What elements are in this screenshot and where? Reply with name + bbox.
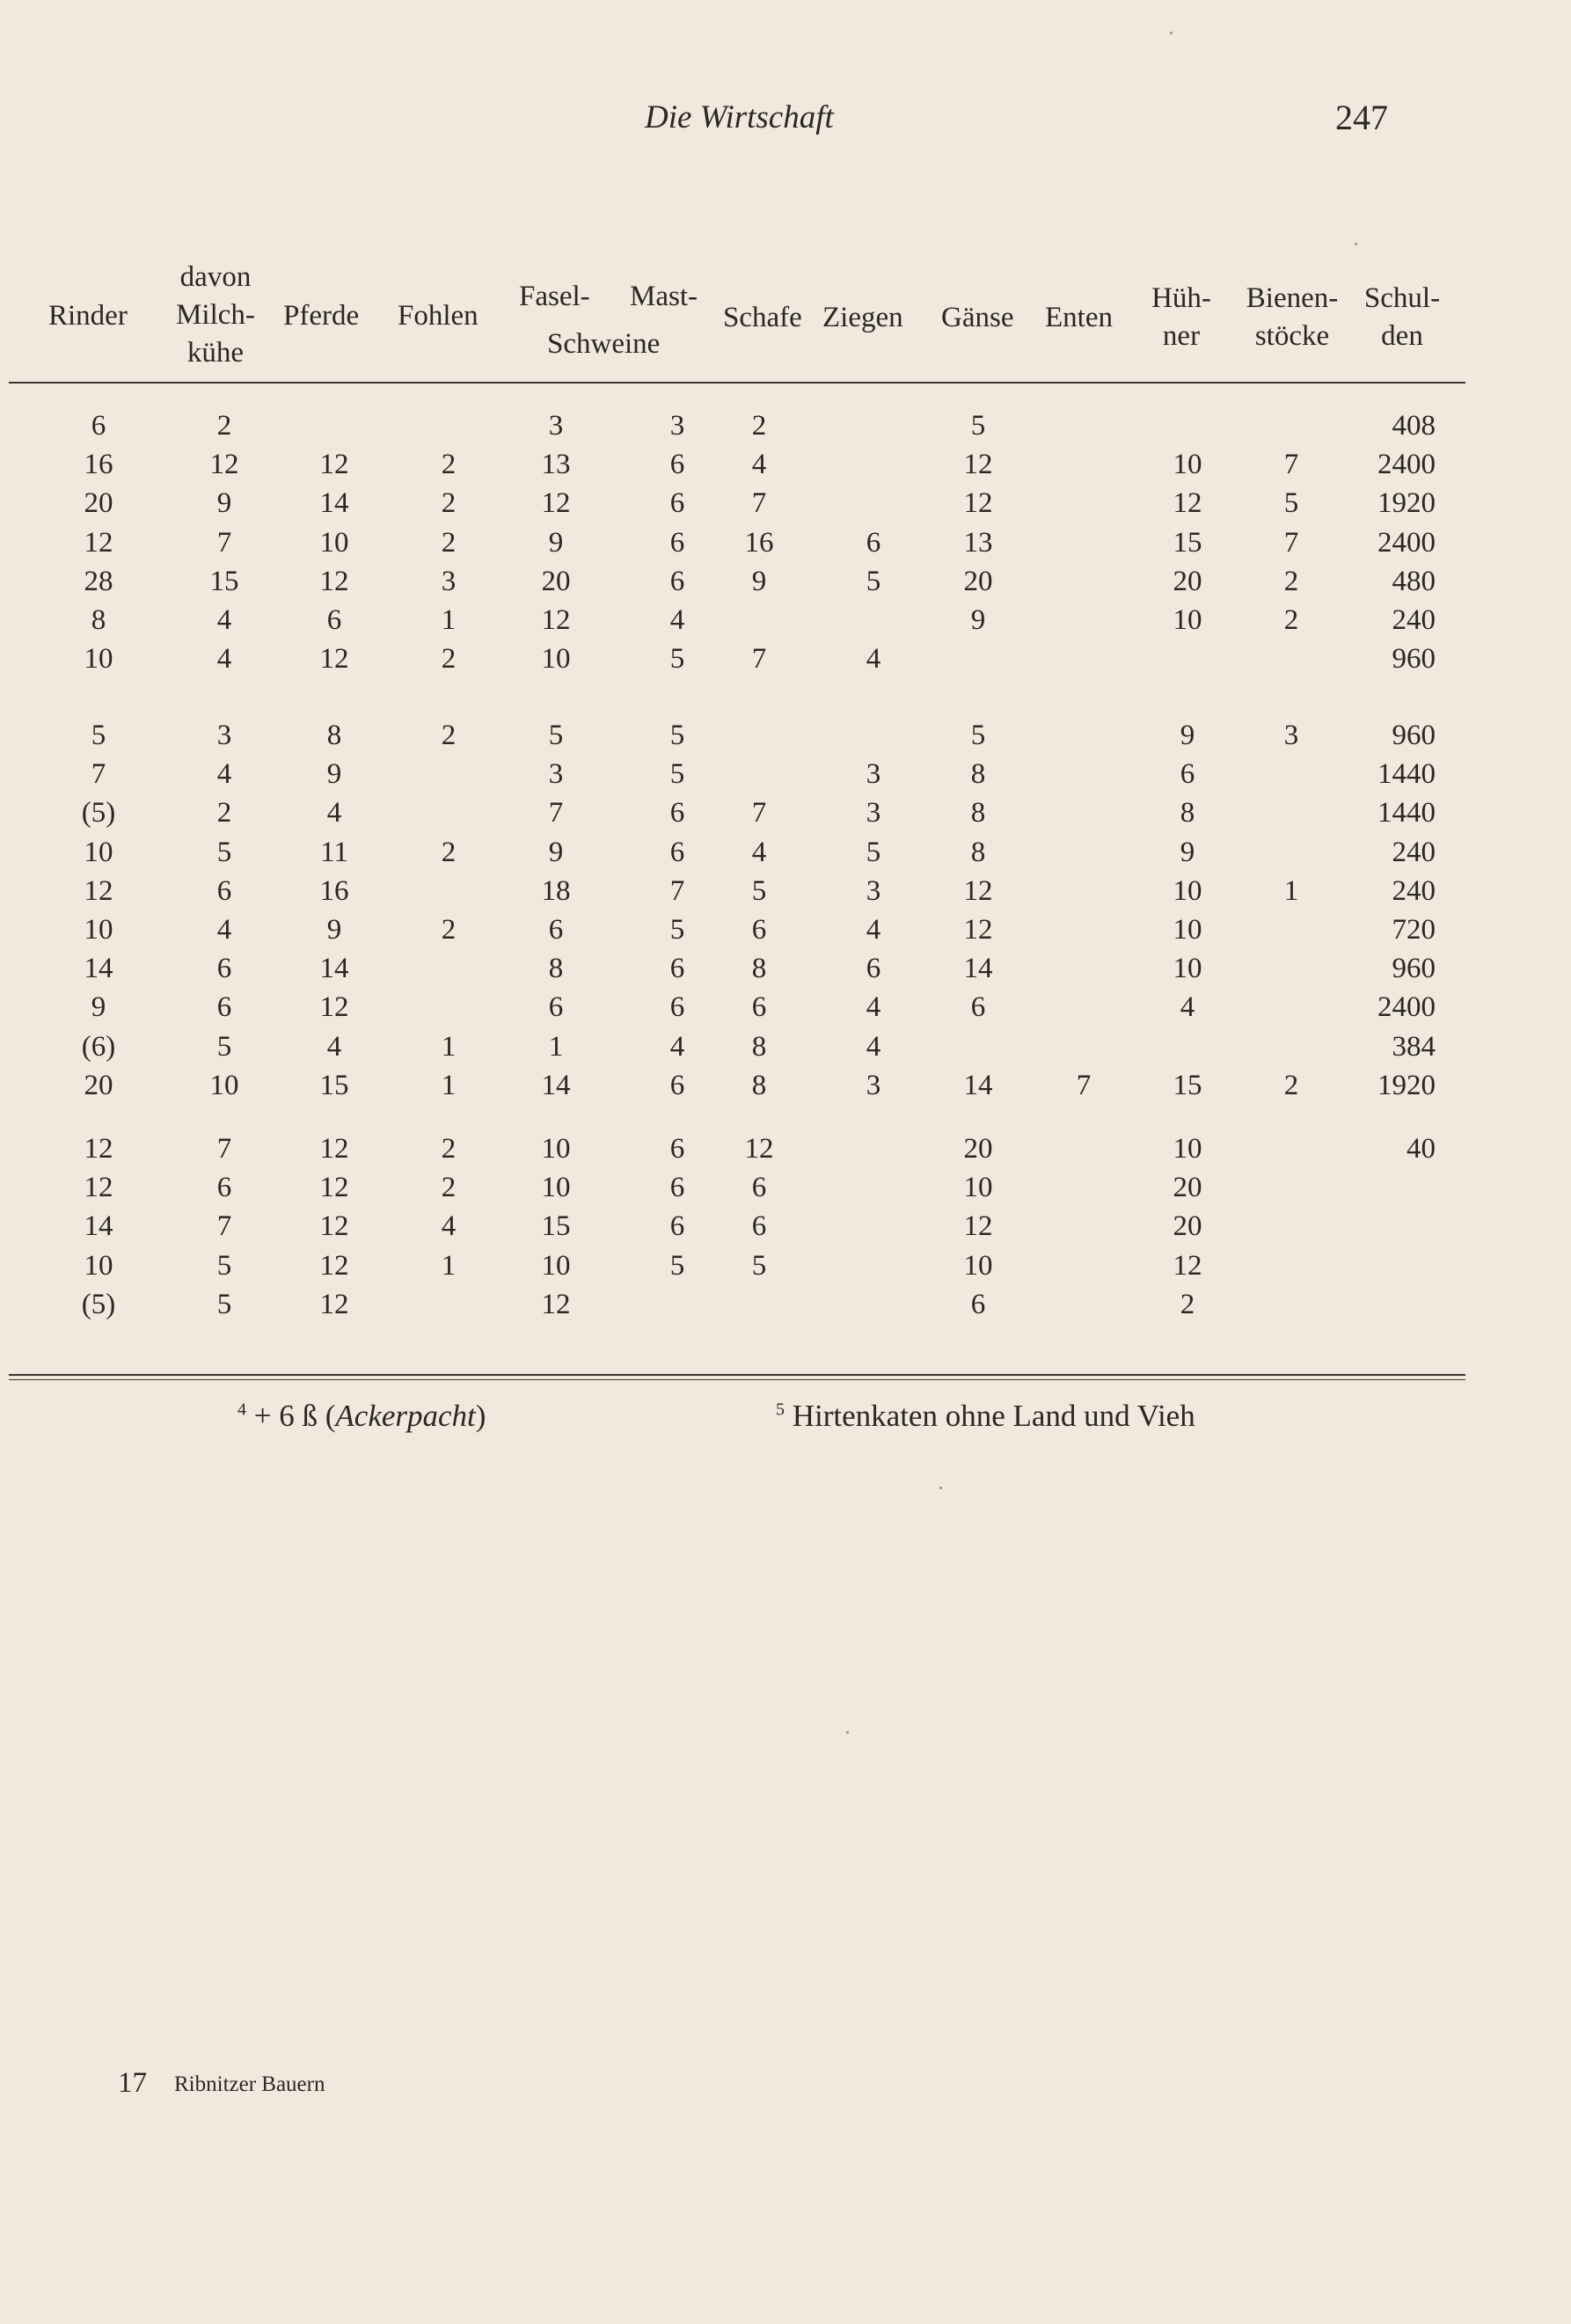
- cell-schafe: 5: [751, 1249, 767, 1282]
- cell-rinder: 12: [84, 1172, 113, 1204]
- cell-schulden: 1920: [1377, 487, 1436, 520]
- cell-bienenstoecke: 1: [1283, 874, 1299, 907]
- cell-ziegen: 4: [866, 1030, 881, 1063]
- cell-schulden: 240: [1392, 836, 1436, 868]
- cell-huehner: 15: [1173, 526, 1202, 559]
- cell-milchkuehe: 7: [216, 526, 232, 559]
- table-row: [0, 716, 1495, 755]
- cell-gaense: 5: [970, 720, 986, 751]
- cell-mastschweine: 6: [669, 449, 685, 481]
- cell-fohlen: 2: [441, 1133, 457, 1165]
- cell-gaense: 12: [963, 914, 993, 946]
- cell-gaense: 6: [970, 1288, 986, 1320]
- col-head-pferde: Pferde: [283, 300, 360, 332]
- table-row: [0, 1027, 1495, 1066]
- cell-milchkuehe: 5: [216, 836, 232, 868]
- cell-fohlen: 2: [441, 836, 457, 868]
- cell-rinder: (5): [81, 797, 116, 829]
- cell-bienenstoecke: 2: [1283, 565, 1299, 597]
- cell-schulden: 40: [1407, 1133, 1436, 1165]
- cell-rinder: 10: [84, 836, 113, 868]
- cell-schulden: 384: [1392, 1030, 1436, 1063]
- cell-milchkuehe: 15: [209, 565, 239, 597]
- cell-faselschweine: 9: [548, 836, 564, 868]
- table-row: [0, 872, 1495, 910]
- cell-fohlen: 2: [441, 914, 457, 946]
- cell-bienenstoecke: 7: [1283, 449, 1299, 481]
- col-head-gaense: Gänse: [941, 302, 1014, 333]
- cell-mastschweine: 4: [669, 1030, 685, 1063]
- table-row: [0, 949, 1495, 988]
- cell-faselschweine: 1: [548, 1030, 564, 1063]
- cell-rinder: 16: [84, 449, 113, 481]
- cell-mastschweine: 6: [669, 526, 685, 559]
- bottom-rule: [9, 1374, 1465, 1380]
- cell-pferde: 12: [319, 643, 349, 676]
- cell-rinder: 10: [84, 914, 113, 946]
- cell-milchkuehe: 6: [216, 991, 232, 1024]
- cell-fohlen: 4: [441, 1210, 457, 1243]
- cell-mastschweine: 5: [669, 1249, 685, 1282]
- table-row: [0, 601, 1495, 639]
- col-head-rinder: Rinder: [48, 300, 128, 332]
- cell-ziegen: 4: [866, 643, 881, 676]
- cell-bienenstoecke: 5: [1283, 487, 1299, 520]
- cell-huehner: 15: [1173, 1069, 1202, 1101]
- col-head-stoecke: stöcke: [1254, 320, 1330, 352]
- cell-faselschweine: 3: [548, 758, 564, 791]
- cell-schafe: 7: [751, 643, 767, 676]
- col-head-ziegen: Ziegen: [822, 302, 903, 333]
- cell-schulden: 960: [1392, 953, 1436, 985]
- col-head-schafe: Schafe: [723, 302, 802, 333]
- cell-rinder: 5: [91, 720, 106, 751]
- cell-huehner: 10: [1173, 914, 1202, 946]
- cell-milchkuehe: 4: [216, 643, 232, 676]
- cell-gaense: 8: [970, 797, 986, 829]
- cell-bienenstoecke: 7: [1283, 526, 1299, 559]
- cell-ziegen: 3: [866, 874, 881, 907]
- cell-rinder: 7: [91, 758, 106, 791]
- cell-schafe: 8: [751, 953, 767, 985]
- cell-gaense: 20: [963, 1133, 993, 1165]
- table-row: [0, 988, 1495, 1027]
- cell-huehner: 10: [1173, 953, 1202, 985]
- col-head-enten: Enten: [1045, 302, 1113, 333]
- cell-faselschweine: 6: [548, 991, 564, 1024]
- col-head-mast: Mast-: [630, 281, 698, 312]
- cell-schafe: 7: [751, 487, 767, 520]
- signature-number: 17: [118, 2067, 147, 2099]
- cell-mastschweine: 5: [669, 643, 685, 676]
- cell-gaense: 12: [963, 487, 993, 520]
- cell-faselschweine: 10: [541, 1172, 571, 1204]
- col-head-schulden: [1358, 280, 1446, 355]
- cell-huehner: 20: [1173, 1172, 1202, 1204]
- cell-pferde: 12: [319, 1210, 349, 1243]
- cell-mastschweine: 6: [669, 1133, 685, 1165]
- cell-milchkuehe: 5: [216, 1249, 232, 1282]
- cell-pferde: 12: [319, 1249, 349, 1282]
- cell-fohlen: 2: [441, 643, 457, 676]
- cell-milchkuehe: 9: [216, 487, 232, 520]
- cell-schulden: 960: [1392, 643, 1436, 676]
- table-row: [0, 1207, 1495, 1246]
- cell-schulden: 240: [1392, 874, 1436, 907]
- cell-pferde: 12: [319, 449, 349, 481]
- cell-gaense: 10: [963, 1172, 993, 1204]
- cell-gaense: 12: [963, 874, 993, 907]
- cell-mastschweine: 6: [669, 1172, 685, 1204]
- cell-rinder: 10: [84, 1249, 113, 1282]
- running-head: [0, 99, 1571, 143]
- cell-milchkuehe: 3: [216, 720, 232, 751]
- cell-pferde: 9: [326, 758, 342, 791]
- cell-rinder: 28: [84, 565, 113, 597]
- cell-pferde: 9: [326, 914, 342, 946]
- cell-schafe: 6: [751, 991, 767, 1024]
- cell-pferde: 15: [319, 1069, 349, 1101]
- col-head-hueh: Hüh-: [1151, 282, 1211, 314]
- cell-bienenstoecke: 3: [1283, 720, 1299, 751]
- table-row: [0, 833, 1495, 872]
- cell-schulden: 240: [1392, 604, 1436, 636]
- cell-ziegen: 5: [866, 836, 881, 868]
- cell-enten: 7: [1076, 1069, 1092, 1101]
- col-head-schul: Schul-: [1363, 282, 1441, 314]
- table-row: [0, 1246, 1495, 1285]
- col-head-kuehe: kühe: [186, 337, 245, 369]
- cell-gaense: 12: [963, 449, 993, 481]
- cell-rinder: (6): [81, 1030, 116, 1063]
- cell-ziegen: 4: [866, 991, 881, 1024]
- cell-pferde: 6: [326, 604, 342, 636]
- cell-huehner: 9: [1180, 836, 1195, 868]
- cell-faselschweine: 3: [548, 410, 564, 442]
- paper-speck: [1355, 243, 1357, 245]
- table-row: [0, 1066, 1495, 1105]
- cell-schulden: 960: [1392, 720, 1436, 751]
- cell-mastschweine: 6: [669, 836, 685, 868]
- cell-schulden: 1440: [1377, 758, 1436, 791]
- cell-schafe: 12: [744, 1133, 774, 1165]
- cell-mastschweine: 6: [669, 953, 685, 985]
- cell-huehner: 20: [1173, 565, 1202, 597]
- cell-rinder: 6: [91, 410, 106, 442]
- cell-fohlen: 1: [441, 1249, 457, 1282]
- cell-schafe: 8: [751, 1030, 767, 1063]
- cell-pferde: 8: [326, 720, 342, 751]
- table-row: [0, 445, 1495, 484]
- cell-milchkuehe: 6: [216, 874, 232, 907]
- cell-rinder: 12: [84, 874, 113, 907]
- cell-fohlen: 2: [441, 1172, 457, 1204]
- cell-faselschweine: 18: [541, 874, 571, 907]
- footnote-5-mark: 5: [776, 1400, 785, 1420]
- cell-rinder: 20: [84, 1069, 113, 1101]
- paper-speck: [1170, 32, 1173, 34]
- cell-milchkuehe: 5: [216, 1030, 232, 1063]
- cell-bienenstoecke: 2: [1283, 604, 1299, 636]
- cell-schafe: 8: [751, 1069, 767, 1101]
- cell-rinder: 8: [91, 604, 106, 636]
- cell-faselschweine: 5: [548, 720, 564, 751]
- cell-milchkuehe: 6: [216, 1172, 232, 1204]
- cell-huehner: 12: [1173, 1249, 1202, 1282]
- table-row: [0, 639, 1495, 678]
- cell-pferde: 16: [319, 874, 349, 907]
- cell-milchkuehe: 4: [216, 758, 232, 791]
- col-head-den: den: [1381, 320, 1423, 352]
- cell-fohlen: 2: [441, 526, 457, 559]
- cell-mastschweine: 5: [669, 720, 685, 751]
- col-head-davon: davon: [179, 261, 252, 293]
- cell-gaense: 14: [963, 953, 993, 985]
- cell-pferde: 12: [319, 991, 349, 1024]
- cell-ziegen: 3: [866, 758, 881, 791]
- cell-fohlen: 1: [441, 604, 457, 636]
- col-head-fasel: Fasel-: [519, 281, 590, 312]
- cell-schafe: 2: [751, 410, 767, 442]
- table-row: [0, 1129, 1495, 1168]
- cell-gaense: 9: [970, 604, 986, 636]
- cell-gaense: 5: [970, 410, 986, 442]
- cell-faselschweine: 13: [541, 449, 571, 481]
- cell-mastschweine: 3: [669, 410, 685, 442]
- cell-faselschweine: 12: [541, 487, 571, 520]
- cell-schulden: 480: [1392, 565, 1436, 597]
- cell-schafe: 6: [751, 1210, 767, 1243]
- cell-huehner: 10: [1173, 449, 1202, 481]
- cell-huehner: 12: [1173, 487, 1202, 520]
- cell-milchkuehe: 5: [216, 1288, 232, 1320]
- col-head-milch: Milch-: [176, 299, 255, 331]
- table-row: [0, 910, 1495, 949]
- cell-fohlen: 1: [441, 1030, 457, 1063]
- running-title: Die Wirtschaft: [645, 99, 834, 135]
- footnote-4-mark: 4: [237, 1400, 246, 1420]
- cell-schulden: 408: [1392, 410, 1436, 442]
- cell-faselschweine: 12: [541, 1288, 571, 1320]
- cell-faselschweine: 10: [541, 643, 571, 676]
- cell-mastschweine: 4: [669, 604, 685, 636]
- table-row: [0, 562, 1495, 601]
- cell-faselschweine: 12: [541, 604, 571, 636]
- cell-faselschweine: 6: [548, 914, 564, 946]
- cell-pferde: 14: [319, 487, 349, 520]
- cell-mastschweine: 6: [669, 797, 685, 829]
- cell-milchkuehe: 2: [216, 410, 232, 442]
- cell-pferde: 14: [319, 953, 349, 985]
- table-row: [0, 523, 1495, 562]
- cell-bienenstoecke: 2: [1283, 1069, 1299, 1101]
- col-head-schweine: Schweine: [547, 328, 661, 360]
- cell-schafe: 7: [751, 797, 767, 829]
- cell-pferde: 10: [319, 526, 349, 559]
- cell-pferde: 12: [319, 1133, 349, 1165]
- cell-pferde: 12: [319, 565, 349, 597]
- cell-pferde: 12: [319, 1172, 349, 1204]
- table-row: [0, 793, 1495, 832]
- table-row: [0, 1285, 1495, 1324]
- cell-mastschweine: 6: [669, 1069, 685, 1101]
- cell-schulden: 720: [1392, 914, 1436, 946]
- cell-huehner: 6: [1180, 758, 1195, 791]
- cell-mastschweine: 6: [669, 991, 685, 1024]
- cell-rinder: 20: [84, 487, 113, 520]
- cell-rinder: 12: [84, 526, 113, 559]
- cell-faselschweine: 10: [541, 1133, 571, 1165]
- cell-schulden: 1440: [1377, 797, 1436, 829]
- cell-pferde: 4: [326, 1030, 342, 1063]
- header-rule: [9, 382, 1465, 384]
- cell-gaense: 14: [963, 1069, 993, 1101]
- cell-ziegen: 6: [866, 526, 881, 559]
- cell-milchkuehe: 6: [216, 953, 232, 985]
- cell-schulden: 2400: [1377, 526, 1436, 559]
- cell-huehner: 9: [1180, 720, 1195, 751]
- cell-gaense: 13: [963, 526, 993, 559]
- cell-schafe: 5: [751, 874, 767, 907]
- cell-rinder: 10: [84, 643, 113, 676]
- cell-gaense: 8: [970, 758, 986, 791]
- col-head-milchkuehe: [167, 259, 264, 372]
- cell-faselschweine: 8: [548, 953, 564, 985]
- footnote-5-text: Hirtenkaten ohne Land und Vieh: [792, 1399, 1195, 1433]
- cell-mastschweine: 7: [669, 874, 685, 907]
- cell-schulden: 2400: [1377, 991, 1436, 1024]
- cell-faselschweine: 15: [541, 1210, 571, 1243]
- table-row: [0, 1168, 1495, 1207]
- cell-gaense: 8: [970, 836, 986, 868]
- cell-ziegen: 5: [866, 565, 881, 597]
- cell-huehner: 10: [1173, 874, 1202, 907]
- cell-fohlen: 2: [441, 449, 457, 481]
- cell-milchkuehe: 7: [216, 1133, 232, 1165]
- cell-mastschweine: 5: [669, 758, 685, 791]
- col-head-fohlen: Fohlen: [398, 300, 479, 332]
- cell-huehner: 10: [1173, 1133, 1202, 1165]
- cell-faselschweine: 7: [548, 797, 564, 829]
- cell-mastschweine: 6: [669, 565, 685, 597]
- col-head-ner: ner: [1162, 320, 1201, 352]
- cell-ziegen: 3: [866, 797, 881, 829]
- cell-ziegen: 4: [866, 914, 881, 946]
- cell-rinder: 14: [84, 953, 113, 985]
- footnote-4-text: + 6 ß (: [253, 1399, 336, 1433]
- cell-faselschweine: 9: [548, 526, 564, 559]
- cell-ziegen: 3: [866, 1069, 881, 1101]
- cell-schulden: 1920: [1377, 1069, 1436, 1101]
- paper-speck: [846, 1731, 849, 1734]
- cell-rinder: 9: [91, 991, 106, 1024]
- cell-schafe: 9: [751, 565, 767, 597]
- cell-schafe: 4: [751, 449, 767, 481]
- cell-milchkuehe: 10: [209, 1069, 239, 1101]
- cell-milchkuehe: 12: [209, 449, 239, 481]
- cell-rinder: 12: [84, 1133, 113, 1165]
- footnote-4: [237, 1399, 486, 1434]
- cell-huehner: 8: [1180, 797, 1195, 829]
- cell-milchkuehe: 2: [216, 797, 232, 829]
- cell-faselschweine: 14: [541, 1069, 571, 1101]
- cell-mastschweine: 6: [669, 1210, 685, 1243]
- cell-pferde: 11: [320, 836, 348, 868]
- cell-fohlen: 2: [441, 720, 457, 751]
- signature-text: Ribnitzer Bauern: [174, 2072, 325, 2096]
- page-number: 247: [1335, 98, 1388, 137]
- cell-milchkuehe: 7: [216, 1210, 232, 1243]
- cell-schafe: 6: [751, 1172, 767, 1204]
- footnote-4-close: ): [475, 1399, 486, 1433]
- cell-fohlen: 1: [441, 1069, 457, 1101]
- cell-huehner: 4: [1180, 991, 1195, 1024]
- footnote-5: [776, 1399, 1195, 1434]
- cell-huehner: 10: [1173, 604, 1202, 636]
- cell-huehner: 20: [1173, 1210, 1202, 1243]
- table-row: [0, 755, 1495, 793]
- cell-fohlen: 3: [441, 565, 457, 597]
- cell-schafe: 16: [744, 526, 774, 559]
- cell-gaense: 6: [970, 991, 986, 1024]
- cell-faselschweine: 20: [541, 565, 571, 597]
- cell-mastschweine: 6: [669, 487, 685, 520]
- table-row: [0, 484, 1495, 523]
- cell-rinder: (5): [81, 1288, 116, 1320]
- cell-schafe: 4: [751, 836, 767, 868]
- cell-schulden: 2400: [1377, 449, 1436, 481]
- footnote-4-italic: Ackerpacht: [335, 1399, 476, 1433]
- cell-milchkuehe: 4: [216, 914, 232, 946]
- cell-ziegen: 6: [866, 953, 881, 985]
- cell-rinder: 14: [84, 1210, 113, 1243]
- table-row: [0, 406, 1495, 445]
- cell-pferde: 12: [319, 1288, 349, 1320]
- col-head-bienenstoecke: [1235, 280, 1349, 355]
- cell-pferde: 4: [326, 797, 342, 829]
- cell-mastschweine: 5: [669, 914, 685, 946]
- cell-gaense: 10: [963, 1249, 993, 1282]
- col-head-bienen: Bienen-: [1246, 282, 1339, 314]
- col-head-huehner: [1142, 280, 1221, 355]
- cell-fohlen: 2: [441, 487, 457, 520]
- cell-schafe: 6: [751, 914, 767, 946]
- cell-gaense: 20: [963, 565, 993, 597]
- cell-faselschweine: 10: [541, 1249, 571, 1282]
- cell-milchkuehe: 4: [216, 604, 232, 636]
- paper-speck: [939, 1487, 942, 1489]
- cell-huehner: 2: [1180, 1288, 1195, 1320]
- cell-gaense: 12: [963, 1210, 993, 1243]
